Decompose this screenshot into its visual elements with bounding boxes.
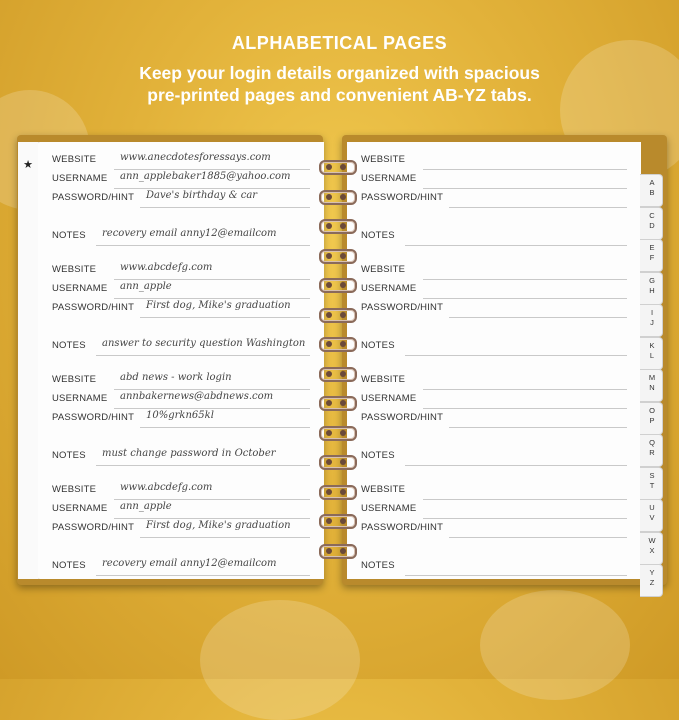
website-handwritten-value[interactable]: www.abcdefg.com (120, 482, 213, 493)
website-label: WEBSITE (361, 374, 406, 385)
username-handwritten-value[interactable]: ann_apple (120, 501, 172, 512)
notes-handwritten-value[interactable]: answer to security question Washington (102, 338, 306, 349)
password-handwritten-value[interactable]: Dave's birthday & car (146, 190, 258, 201)
username-label: USERNAME (361, 283, 417, 294)
username-handwritten-value[interactable]: annbakernews@abdnews.com (120, 391, 274, 402)
notes-line (405, 575, 627, 576)
website-line (423, 389, 627, 390)
password-label: PASSWORD/HINT (361, 522, 444, 533)
notes-label: NOTES (361, 230, 395, 241)
binding-hole (340, 164, 346, 170)
spiral-ring (319, 308, 357, 323)
binding-hole (326, 459, 332, 465)
alphabet-tab-label: A B (649, 178, 655, 197)
username-line (114, 188, 310, 189)
binding-hole (340, 459, 346, 465)
background-blur-shape (480, 590, 630, 700)
alphabet-tab-label: M N (648, 373, 656, 392)
notes-label: NOTES (361, 560, 395, 571)
binding-hole (326, 312, 332, 318)
username-label: USERNAME (52, 173, 108, 184)
alphabet-tab[interactable] (640, 272, 663, 305)
password-label: PASSWORD/HINT (52, 412, 135, 423)
background-blur-shape (200, 600, 360, 720)
password-line (140, 317, 310, 318)
website-line (423, 169, 627, 170)
alphabet-tab-label: O P (649, 405, 655, 425)
alphabet-tab[interactable] (640, 337, 663, 370)
entry-row-notes (52, 560, 310, 576)
alphabet-tab-label: Y Z (649, 568, 655, 587)
entry-row-website (52, 374, 310, 390)
binding-hole (326, 341, 332, 347)
binding-hole (340, 253, 346, 259)
username-line (423, 518, 627, 519)
entry-row-username (361, 283, 627, 299)
notes-line (96, 575, 310, 576)
entry-row-notes (52, 340, 310, 356)
binding-hole (326, 164, 332, 170)
alphabet-tab-label: U V (649, 503, 655, 522)
username-label: USERNAME (52, 393, 108, 404)
username-label: USERNAME (361, 393, 417, 404)
notes-line (405, 465, 627, 466)
spiral-ring (319, 485, 357, 500)
binding-hole (326, 518, 332, 524)
entry-row-password (361, 302, 627, 318)
entry-row-password (361, 192, 627, 208)
spiral-ring (319, 190, 357, 205)
entry-row-username (52, 173, 310, 189)
binding-hole (326, 371, 332, 377)
entry-row-website (52, 154, 310, 170)
alphabet-tab[interactable] (640, 532, 663, 565)
notes-line (96, 465, 310, 466)
entry-row-notes (52, 450, 310, 466)
notes-line (96, 245, 310, 246)
alphabet-tab[interactable] (640, 564, 663, 597)
website-line (114, 169, 310, 170)
password-label: PASSWORD/HINT (52, 302, 135, 313)
binding-hole (326, 223, 332, 229)
website-label: WEBSITE (52, 374, 97, 385)
binding-hole (340, 194, 346, 200)
notes-line (405, 355, 627, 356)
entry-row-notes (361, 560, 627, 576)
binding-hole (326, 400, 332, 406)
username-label: USERNAME (361, 173, 417, 184)
notes-line (405, 245, 627, 246)
alphabet-tab-label: G H (649, 275, 655, 295)
alphabet-tab-label: E F (649, 243, 655, 262)
binding-hole (340, 430, 346, 436)
binding-hole (340, 489, 346, 495)
subtitle-line-2: pre-printed pages and convenient AB-YZ tabs. (147, 85, 532, 105)
alphabet-tab[interactable] (640, 434, 663, 467)
notes-handwritten-value[interactable]: recovery email anny12@emailcom (102, 558, 277, 569)
password-line (140, 427, 310, 428)
username-label: USERNAME (52, 503, 108, 514)
alphabet-tab[interactable] (640, 499, 663, 532)
alphabet-tab[interactable] (640, 207, 663, 240)
password-label: PASSWORD/HINT (361, 412, 444, 423)
entry-row-notes (52, 230, 310, 246)
alphabet-tab-label: W X (648, 535, 656, 555)
binding-hole (340, 400, 346, 406)
website-label: WEBSITE (52, 154, 97, 165)
username-line (423, 188, 627, 189)
binding-hole (326, 548, 332, 554)
password-line (449, 207, 627, 208)
entry-row-password (52, 522, 310, 538)
password-line (140, 207, 310, 208)
binding-hole (326, 282, 332, 288)
password-handwritten-value[interactable]: 10%grkn65kl (146, 410, 214, 421)
entry-row-username (52, 503, 310, 519)
binding-hole (326, 489, 332, 495)
notes-handwritten-value[interactable]: recovery email anny12@emailcom (102, 228, 277, 239)
website-label: WEBSITE (361, 264, 406, 275)
alphabet-tabs (640, 142, 662, 587)
password-line (140, 537, 310, 538)
entry-row-username (361, 393, 627, 409)
website-label: WEBSITE (52, 484, 97, 495)
left-page (38, 142, 324, 579)
entry-row-password (52, 412, 310, 428)
alphabet-tab[interactable] (640, 304, 663, 337)
spiral-ring (319, 337, 357, 352)
entry-row-username (361, 173, 627, 189)
entry-row-notes (361, 340, 627, 356)
alphabet-tab[interactable] (640, 402, 663, 435)
entry-row-website (361, 264, 627, 280)
entry-row-password (361, 522, 627, 538)
entry-row-website (361, 484, 627, 500)
entry-row-website (52, 484, 310, 500)
alphabet-tab[interactable] (640, 467, 663, 500)
spiral-ring (319, 396, 357, 411)
spiral-ring (319, 514, 357, 529)
password-label: PASSWORD/HINT (52, 192, 135, 203)
entry-row-website (361, 154, 627, 170)
alphabet-tab-label: C D (649, 210, 655, 230)
entry-row-username (52, 393, 310, 409)
binding-hole (340, 312, 346, 318)
username-label: USERNAME (52, 283, 108, 294)
password-handwritten-value[interactable]: First dog, Mike's graduation (146, 300, 291, 311)
entry-row-password (52, 302, 310, 318)
entry-row-username (361, 503, 627, 519)
subtitle-line-1: Keep your login details organized with spacious (139, 63, 540, 83)
website-line (114, 389, 310, 390)
password-line (449, 317, 627, 318)
username-handwritten-value[interactable]: ann_apple (120, 281, 172, 292)
alphabet-tab-label: Q R (649, 438, 655, 457)
website-handwritten-value[interactable]: www.anecdotesforessays.com (120, 152, 271, 163)
star-icon: ★ (23, 159, 33, 171)
binding-hole (326, 430, 332, 436)
website-label: WEBSITE (361, 154, 406, 165)
binding-hole (340, 371, 346, 377)
binding-hole (326, 253, 332, 259)
username-label: USERNAME (361, 503, 417, 514)
notes-label: NOTES (361, 450, 395, 461)
entry-row-password (361, 412, 627, 428)
entry-row-website (52, 264, 310, 280)
password-line (449, 537, 627, 538)
spiral-ring (319, 544, 357, 559)
spiral-ring (319, 455, 357, 470)
right-page (347, 142, 641, 579)
binding-hole (340, 548, 346, 554)
entry-row-notes (361, 230, 627, 246)
username-line (114, 518, 310, 519)
star-tab-strip (18, 142, 39, 579)
binding-hole (340, 223, 346, 229)
website-line (423, 279, 627, 280)
password-label: PASSWORD/HINT (52, 522, 135, 533)
username-line (114, 408, 310, 409)
binding-hole (340, 518, 346, 524)
website-label: WEBSITE (52, 264, 97, 275)
binding-hole (326, 194, 332, 200)
notes-label: NOTES (52, 230, 86, 241)
notes-label: NOTES (361, 340, 395, 351)
notes-label: NOTES (52, 340, 86, 351)
entry-row-notes (361, 450, 627, 466)
password-handwritten-value[interactable]: First dog, Mike's graduation (146, 520, 291, 531)
password-label: PASSWORD/HINT (361, 192, 444, 203)
notes-handwritten-value[interactable]: must change password in October (102, 448, 276, 459)
notes-label: NOTES (52, 450, 86, 461)
website-handwritten-value[interactable]: abd news - work login (120, 372, 232, 383)
username-line (114, 298, 310, 299)
username-line (423, 408, 627, 409)
website-line (114, 499, 310, 500)
alphabet-tab-label: K L (649, 340, 655, 360)
username-line (423, 298, 627, 299)
username-handwritten-value[interactable]: ann_applebaker1885@yahoo.com (120, 171, 291, 182)
spiral-ring (319, 426, 357, 441)
password-label: PASSWORD/HINT (361, 302, 444, 313)
website-line (423, 499, 627, 500)
entry-row-website (361, 374, 627, 390)
spiral-ring (319, 278, 357, 293)
entry-row-password (52, 192, 310, 208)
spiral-ring (319, 249, 357, 264)
spiral-ring (319, 367, 357, 382)
website-label: WEBSITE (361, 484, 406, 495)
website-handwritten-value[interactable]: www.abcdefg.com (120, 262, 213, 273)
alphabet-tab-label: I J (650, 308, 654, 327)
alphabet-tab[interactable] (640, 174, 663, 207)
alphabet-tab[interactable] (640, 369, 663, 402)
headline-subtitle (0, 62, 679, 106)
website-line (114, 279, 310, 280)
spiral-ring (319, 160, 357, 175)
entry-row-username (52, 283, 310, 299)
alphabet-tab-label: S T (649, 470, 655, 490)
password-line (449, 427, 627, 428)
binding-hole (340, 282, 346, 288)
notes-line (96, 355, 310, 356)
alphabet-tab[interactable] (640, 239, 663, 272)
headline-title: ALPHABETICAL PAGES (231, 33, 448, 53)
notes-label: NOTES (52, 560, 86, 571)
spiral-ring (319, 219, 357, 234)
binding-hole (340, 341, 346, 347)
